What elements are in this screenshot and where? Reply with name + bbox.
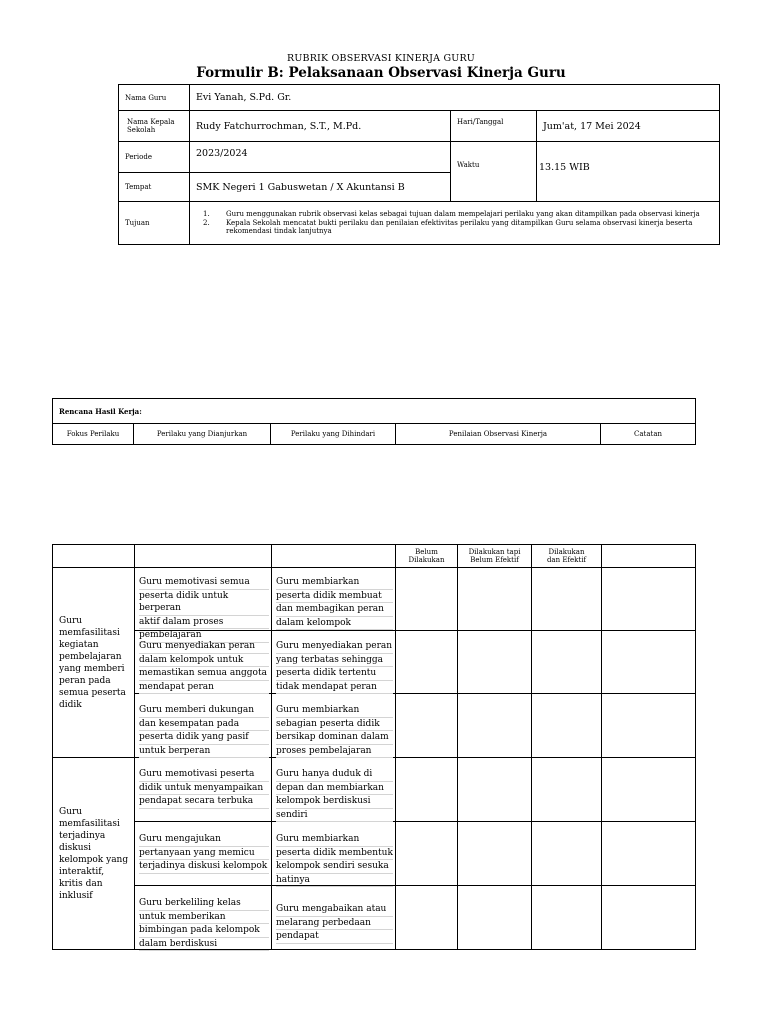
- rating-cell[interactable]: [396, 568, 458, 631]
- header-belum-efektif: Dilakukan tapi Belum Efektif: [458, 545, 532, 568]
- dianjurkan-cell: [135, 758, 272, 822]
- rating-cell[interactable]: [396, 694, 458, 758]
- waktu-label: Waktu: [451, 142, 537, 202]
- rating-cell[interactable]: [458, 694, 532, 758]
- rating-cell[interactable]: [458, 886, 532, 950]
- header-belum-dilakukan: Belum Dilakukan: [396, 545, 458, 568]
- rating-cell[interactable]: [532, 822, 602, 886]
- hari-tanggal-value: Jum'at, 17 Mei 2024: [537, 111, 720, 142]
- header-empty: [53, 545, 135, 568]
- dihindari-text: Guru mengabaikan atau melarang perbedaan pendapat: [276, 903, 393, 944]
- dihindari-text: Guru membiarkan peserta didik membuat dan membagikan peran dalam kelompok: [276, 576, 393, 630]
- info-table: [118, 84, 720, 245]
- tujuan-content: [190, 202, 720, 245]
- hari-tanggal-label: Hari/Tanggal: [451, 111, 537, 142]
- col-catatan: Catatan: [601, 424, 696, 445]
- rating-cell[interactable]: [396, 631, 458, 694]
- dihindari-cell: [272, 694, 396, 758]
- dianjurkan-text: Guru memotivasi peserta didik untuk menyampaikan pendapat secara terbuka: [139, 768, 269, 809]
- dianjurkan-text: Guru berkeliling kelas untuk memberikan bimbingan pada kelompok dalam berdiskusi: [139, 897, 269, 951]
- fokus-perilaku-2: Guru memfasilitasi terjadinya diskusi kelompok yang interaktif, kritis dan inklusif: [53, 758, 135, 950]
- header-efektif: Dilakukan dan Efektif: [532, 545, 602, 568]
- tujuan-label: Tujuan: [119, 202, 190, 245]
- dihindari-cell: [272, 886, 396, 950]
- catatan-cell[interactable]: [602, 886, 696, 950]
- dihindari-cell: [272, 631, 396, 694]
- tempat-label: Tempat: [119, 173, 190, 202]
- rating-cell[interactable]: [458, 822, 532, 886]
- dihindari-cell: [272, 758, 396, 822]
- dianjurkan-cell: [135, 631, 272, 694]
- dianjurkan-text: Guru memberi dukungan dan kesempatan pada peserta didik yang pasif untuk berperan: [139, 704, 269, 758]
- tempat-value: SMK Negeri 1 Gabuswetan / X Akuntansi B: [190, 173, 451, 202]
- dianjurkan-cell: [135, 822, 272, 886]
- header-catatan-empty: [602, 545, 696, 568]
- dihindari-text: Guru membiarkan sebagian peserta didik bersikap dominan dalam proses pembelajaran: [276, 704, 393, 758]
- header-empty: [272, 545, 396, 568]
- rating-cell[interactable]: [532, 886, 602, 950]
- catatan-cell[interactable]: [602, 694, 696, 758]
- periode-label: Periode: [119, 142, 190, 173]
- dihindari-cell: [272, 822, 396, 886]
- rating-cell[interactable]: [532, 694, 602, 758]
- dihindari-text: Guru menyediakan peran yang terbatas sehingga peserta didik tertentu tidak mendapat peran: [276, 640, 393, 694]
- catatan-cell[interactable]: [602, 822, 696, 886]
- dihindari-text: Guru membiarkan peserta didik membentuk kelompok sendiri sesuka hatinya: [276, 833, 393, 887]
- dihindari-text: Guru hanya duduk di depan dan membiarkan kelompok berdiskusi sendiri: [276, 768, 393, 822]
- tujuan-item: 1. Guru menggunakan rubrik observasi kelas sebagai tujuan dalam mempelajari perilaku yang akan ditampilkan pada observasi kinerja: [203, 210, 700, 219]
- kepala-sekolah-label: [119, 111, 190, 142]
- rating-cell[interactable]: [396, 822, 458, 886]
- rating-cell[interactable]: [396, 758, 458, 822]
- dianjurkan-text: Guru mengajukan pertanyaan yang memicu terjadinya diskusi kelompok: [139, 833, 269, 874]
- rating-cell[interactable]: [532, 631, 602, 694]
- rating-cell[interactable]: [532, 758, 602, 822]
- col-fokus-perilaku: Fokus Perilaku: [53, 424, 134, 445]
- catatan-cell[interactable]: [602, 568, 696, 631]
- tujuan-item: 2. Kepala Sekolah mencatat bukti perilaku dan penilaian efektivitas perilaku yang ditampilkan Guru selama observasi kinerja beserta rekomendasi tindak lanjutnya: [203, 218, 693, 236]
- kepala-sekolah-value: Rudy Fatchurrochman, S.T., M.Pd.: [190, 111, 451, 142]
- waktu-value: 13.15 WIB: [537, 142, 720, 202]
- catatan-cell[interactable]: [602, 758, 696, 822]
- rating-cell[interactable]: [458, 631, 532, 694]
- dianjurkan-cell: [135, 886, 272, 950]
- header-empty: [135, 545, 272, 568]
- col-perilaku-dihindari: Perilaku yang Dihindari: [271, 424, 396, 445]
- kepala-label-line2: Sekolah: [127, 126, 156, 134]
- rating-cell[interactable]: [458, 758, 532, 822]
- tujuan-list: [190, 210, 719, 236]
- form-subtitle: RUBRIK OBSERVASI KINERJA GURU: [286, 53, 476, 64]
- kepala-label-line1: Nama Kepala: [127, 118, 175, 126]
- rating-cell[interactable]: [532, 568, 602, 631]
- dianjurkan-text: Guru memotivasi semua peserta didik untuk berperan aktif dalam proses pembelajaran: [139, 576, 269, 643]
- dianjurkan-cell: [135, 694, 272, 758]
- col-penilaian-observasi: Penilaian Observasi Kinerja: [396, 424, 601, 445]
- rating-cell[interactable]: [396, 886, 458, 950]
- catatan-cell[interactable]: [602, 631, 696, 694]
- dianjurkan-cell: [135, 568, 272, 640]
- form-title: Formulir B: Pelaksanaan Observasi Kinerja Guru: [196, 65, 566, 81]
- rencana-title: Rencana Hasil Kerja:: [53, 399, 696, 424]
- nama-guru-label: Nama Guru: [119, 85, 190, 111]
- observasi-table: [52, 544, 696, 950]
- fokus-perilaku-1: Guru memfasilitasi kegiatan pembelajaran yang memberi peran pada semua peserta didik: [53, 568, 135, 758]
- dihindari-cell: [272, 568, 396, 631]
- dianjurkan-text: Guru menyediakan peran dalam kelompok untuk memastikan semua anggota mendapat peran: [139, 640, 269, 694]
- rencana-table: [52, 398, 696, 445]
- periode-value: 2023/2024: [190, 142, 451, 173]
- nama-guru-value: Evi Yanah, S.Pd. Gr.: [190, 85, 720, 111]
- col-perilaku-dianjurkan: Perilaku yang Dianjurkan: [134, 424, 271, 445]
- rating-cell[interactable]: [458, 568, 532, 631]
